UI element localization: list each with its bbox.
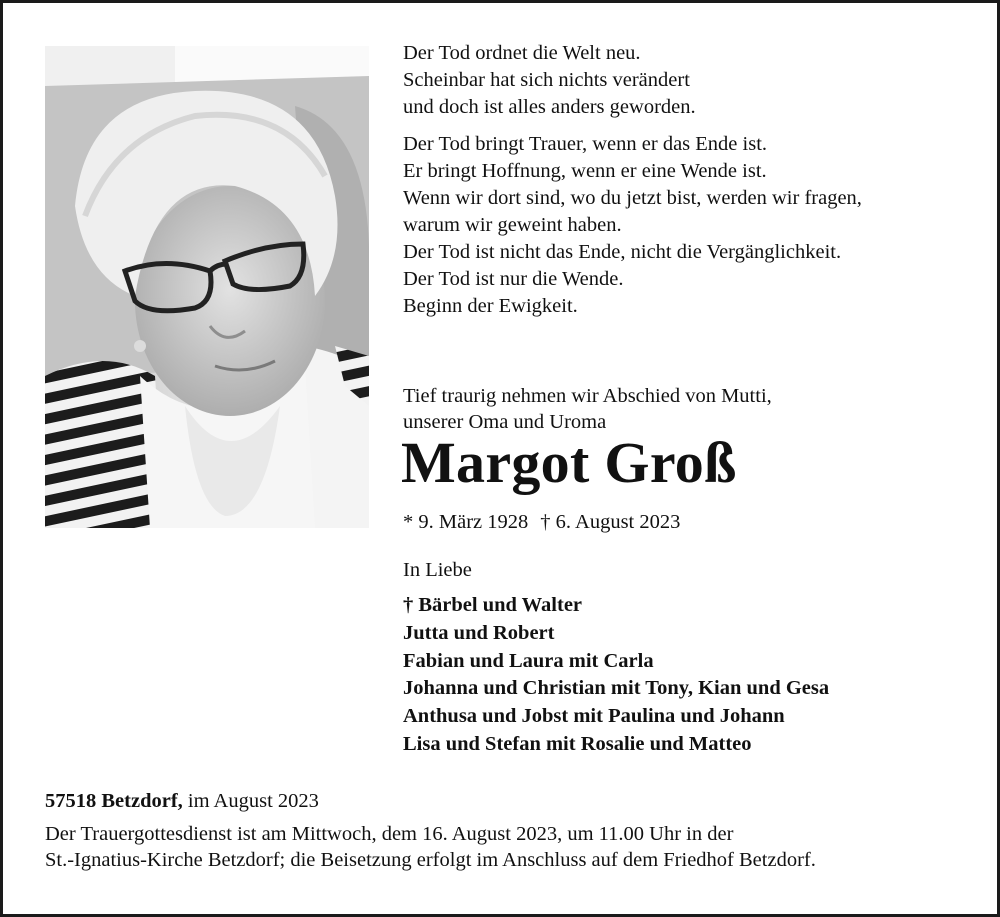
- poem-line: warum wir geweint haben.: [403, 214, 622, 236]
- intro-line: unserer Oma und Uroma: [403, 411, 607, 433]
- death-date: † 6. August 2023: [540, 511, 681, 533]
- service-line: Der Trauergottesdienst ist am Mittwoch, dem 16. August 2023, um 11.00 Uhr in der: [45, 823, 734, 845]
- poem-line: und doch ist alles anders geworden.: [403, 96, 696, 118]
- poem-line: Der Tod ist nur die Wende.: [403, 268, 624, 290]
- service-line: St.-Ignatius-Kirche Betzdorf; die Beisetzung erfolgt im Anschluss auf dem Friedhof Betzdorf.: [45, 849, 816, 871]
- portrait-image: [45, 46, 369, 528]
- in-love-label: In Liebe: [403, 559, 472, 581]
- portrait-photo: [45, 46, 369, 528]
- poem-line: Er bringt Hoffnung, wenn er eine Wende ist.: [403, 160, 767, 182]
- deceased-name: Margot Groß: [401, 430, 737, 495]
- family-member: Fabian und Laura mit Carla: [403, 649, 654, 672]
- poem-stanza-1: [403, 40, 862, 121]
- poem-stanza-2: [403, 131, 862, 320]
- intro-line: Tief traurig nehmen wir Abschied von Mutti,: [403, 385, 772, 407]
- place-date: im August 2023: [187, 790, 319, 812]
- poem-line: Wenn wir dort sind, wo du jetzt bist, werden wir fragen,: [403, 187, 862, 209]
- family-member: † Bärbel und Walter: [403, 594, 583, 616]
- service-info: [45, 821, 816, 873]
- family-member: Lisa und Stefan mit Rosalie und Matteo: [403, 732, 752, 755]
- family-list: [403, 592, 829, 759]
- family-member: Johanna und Christian mit Tony, Kian und Gesa: [403, 677, 830, 700]
- birth-date: * 9. März 1928: [403, 511, 529, 533]
- poem-line: Beginn der Ewigkeit.: [403, 295, 578, 317]
- place-city: 57518 Betzdorf,: [45, 790, 183, 812]
- poem-line: Scheinbar hat sich nichts verändert: [403, 69, 690, 91]
- poem-line: Der Tod ordnet die Welt neu.: [403, 42, 641, 64]
- family-member: Anthusa und Jobst mit Paulina und Johann: [403, 705, 785, 728]
- poem: [403, 40, 862, 330]
- place-and-date: [45, 787, 319, 815]
- life-dates: [403, 508, 680, 536]
- poem-line: Der Tod ist nicht das Ende, nicht die Vergänglichkeit.: [403, 241, 842, 263]
- poem-line: Der Tod bringt Trauer, wenn er das Ende ist.: [403, 133, 768, 155]
- family-member: Jutta und Robert: [403, 621, 555, 644]
